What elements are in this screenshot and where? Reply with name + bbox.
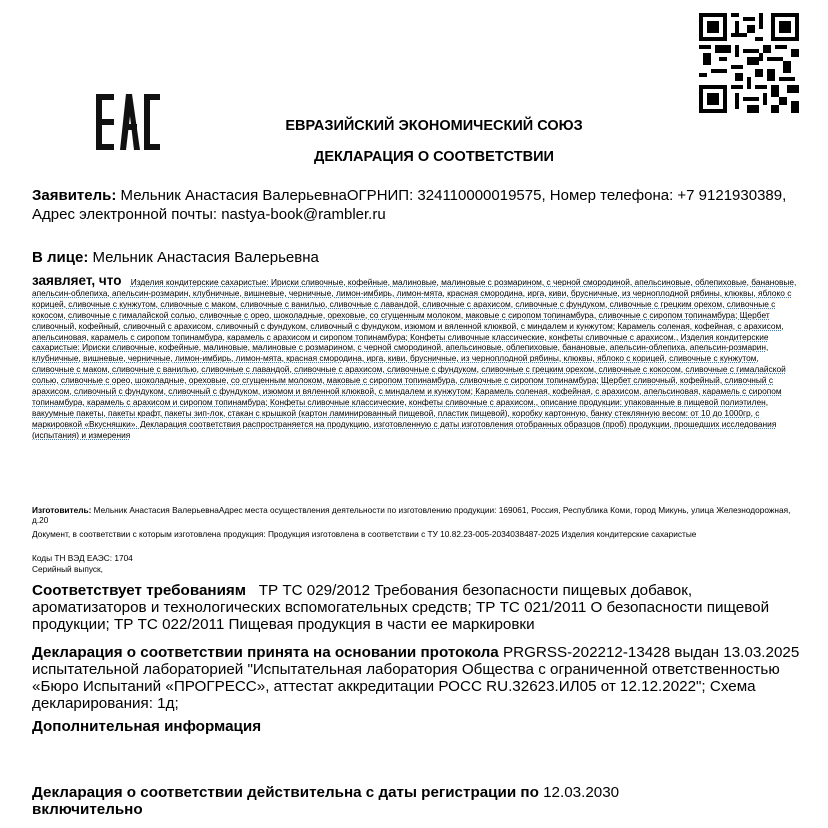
person-section (32, 248, 800, 267)
requirements-section (32, 582, 800, 633)
union-title: ЕВРАЗИЙСКИЙ ЭКОНОМИЧЕСКИЙ СОЮЗ (285, 118, 583, 134)
codes-line: Коды ТН ВЭД ЕАЭС: 1704 (32, 553, 133, 563)
serial-line: Серийный выпуск, (32, 564, 103, 574)
qr-code (699, 13, 799, 113)
manufacturer-label: Изготовитель: (32, 505, 92, 515)
validity-section (32, 784, 800, 818)
validity-suffix: включительно (32, 801, 143, 818)
requirements-text: ТР ТС 029/2012 Требования безопасности пищевых добавок, ароматизаторов и технологических вспомогательных средств; ТР ТС 021/2011 О безопасности пищевой продукции; ТР ТС 022/2011 Пищевая продукция в части ее маркировки (32, 582, 770, 633)
validity-date: 12.03.2030 (543, 784, 620, 801)
additional-info-label: Дополнительная информация (32, 718, 262, 735)
person-text: Мельник Анастасия Валерьевна (92, 249, 319, 266)
applicant-section (32, 186, 800, 224)
document-title: ДЕКЛАРАЦИЯ О СООТВЕТСТВИИ (314, 149, 554, 165)
manufacturer-section (32, 505, 800, 526)
protocol-label: Декларация о соответствии принята на основании протокола (32, 644, 499, 661)
applicant-label: Заявитель: (32, 187, 117, 204)
protocol-section (32, 644, 800, 712)
protocol-text: PRGRSS-202212-13428 выдан 13.03.2025 испытательной лабораторией "Испытательная лаборатория Общества с ограниченной ответственностью «Бюро Испытаний «ПРОГРЕСС», аттестат аккредитации РОСС RU.32623.ИЛ05 от 12.12.2022"; Схема декларирования: 1д; (32, 644, 800, 712)
person-label: В лице: (32, 249, 89, 266)
validity-label: Декларация о соответствии действительна с даты регистрации по (32, 784, 539, 801)
requirements-label: Соответствует требованиям (32, 582, 247, 599)
document-line: Документ, в соответствии с которым изготовлена продукция: Продукция изготовлена в соответствии с ТУ 10.82.23-005-2034038487-2025 Изделия кондитерские сахаристые (32, 529, 697, 539)
manufacturer-text: Мельник Анастасия ВалерьевнаАдрес места осуществления деятельности по изготовлению продукции: 169061, Россия, Республика Коми, город Микунь, улица Железнодорожная, д.20 (32, 505, 791, 526)
declares-section (32, 273, 800, 441)
applicant-text: Мельник Анастасия ВалерьевнаОГРНИП: 324110000019575, Номер телефона: +7 9121930389, Адрес электронной почты: nastya-book@rambler.ru (32, 187, 787, 223)
declares-text: Изделия кондитерские сахаристые: Ириски сливочные, кофейные, малиновые, малиновые с розмарином, с черной смородиной, апельсиновые, облепиховые, банановые, апельсин-облепиха, апельсин-розмарин, клубничные, вишневые, черничные, лимон-имбирь, лимон-мята, красная смородина, ирга, киви, брусничные, из черноплодной рябины, клюквы, яблоко с корицей, сливочные с кунжутом, сливочные с маком, сливочные с ванилью, сливочные с лавандой, сливочные с арахисом, сливочные с фундуком, сливочные с грецким орехом, сливочные с кокосом, сливочные с гималайской солью, сливочные с орео, шоколадные, ореховые, со сгущенным молоком, маковые с сиропом топинамбура, сливочные с сиропом топинамбура; Щербет сливочный, кофейный, сливочный с арахисом, сливочный с фундуком, сливочный с фундуком, изюмом и вяленной клюквой, с миндалем и кунжутом; Карамель соленая, кофейная, с арахисом, апельсиновая, карамель с сиропом топинамбура, карамель с арахисом и сиропом топинамбура; Конфеты сливочные классические, конфеты сливочные с арахисом., Изделия кондитерские сахаристые: Ириски сливочные, кофейные, малиновые, малиновые с розмарином, с черной смородиной, апельсиновые, облепиховые, банановые, апельсин-облепиха, апельсин-розмарин, клубничные, вишневые, черничные, лимон-имбирь, лимон-мята, красная смородина, ирга, киви, брусничные, из черноплодной рябины, клюквы, яблоко с корицей, сливочные с кунжутом, сливочные с маком, сливочные с ванилью, сливочные с лавандой, сливочные с арахисом, сливочные с фундуком, сливочные с грецким орехом, сливочные с кокосом, сливочные с гималайской солью, сливочные с орео, шоколадные, ореховые, со сгущенным молоком, маковые с сиропом топинамбура, сливочные с сиропом топинамбура; Щербет сливочный, кофейный, сливочный с арахисом, сливочный с фундуком, сливочный с фундуком, изюмом и вяленной клюквой, с миндалем и кунжутом; Карамель соленая, кофейная, с арахисом, апельсиновая, карамель с сиропом топинамбура, карамель с арахисом и сиропом топинамбура; Конфеты сливочные классические, конфеты сливочные с арахисом., описание продукции: упакованные в пищевой полиэтилен, вакуумные пакеты, пакеты крафт, пакеты зип-лок, стакан с крышкой (картон ламинированный пищевой, пластик пищевой), коробку картонную, банку стеклянную весом: от 10 до 1000гр, с маркировкой «Вкусняшки». Декларация соответствия распространяется на продукцию, изготовленную с даты изготовления отобранных образцов (проб) продукции, прошедших исследования (испытания) и измерения (32, 277, 797, 440)
declares-label: заявляет, что (32, 273, 122, 288)
